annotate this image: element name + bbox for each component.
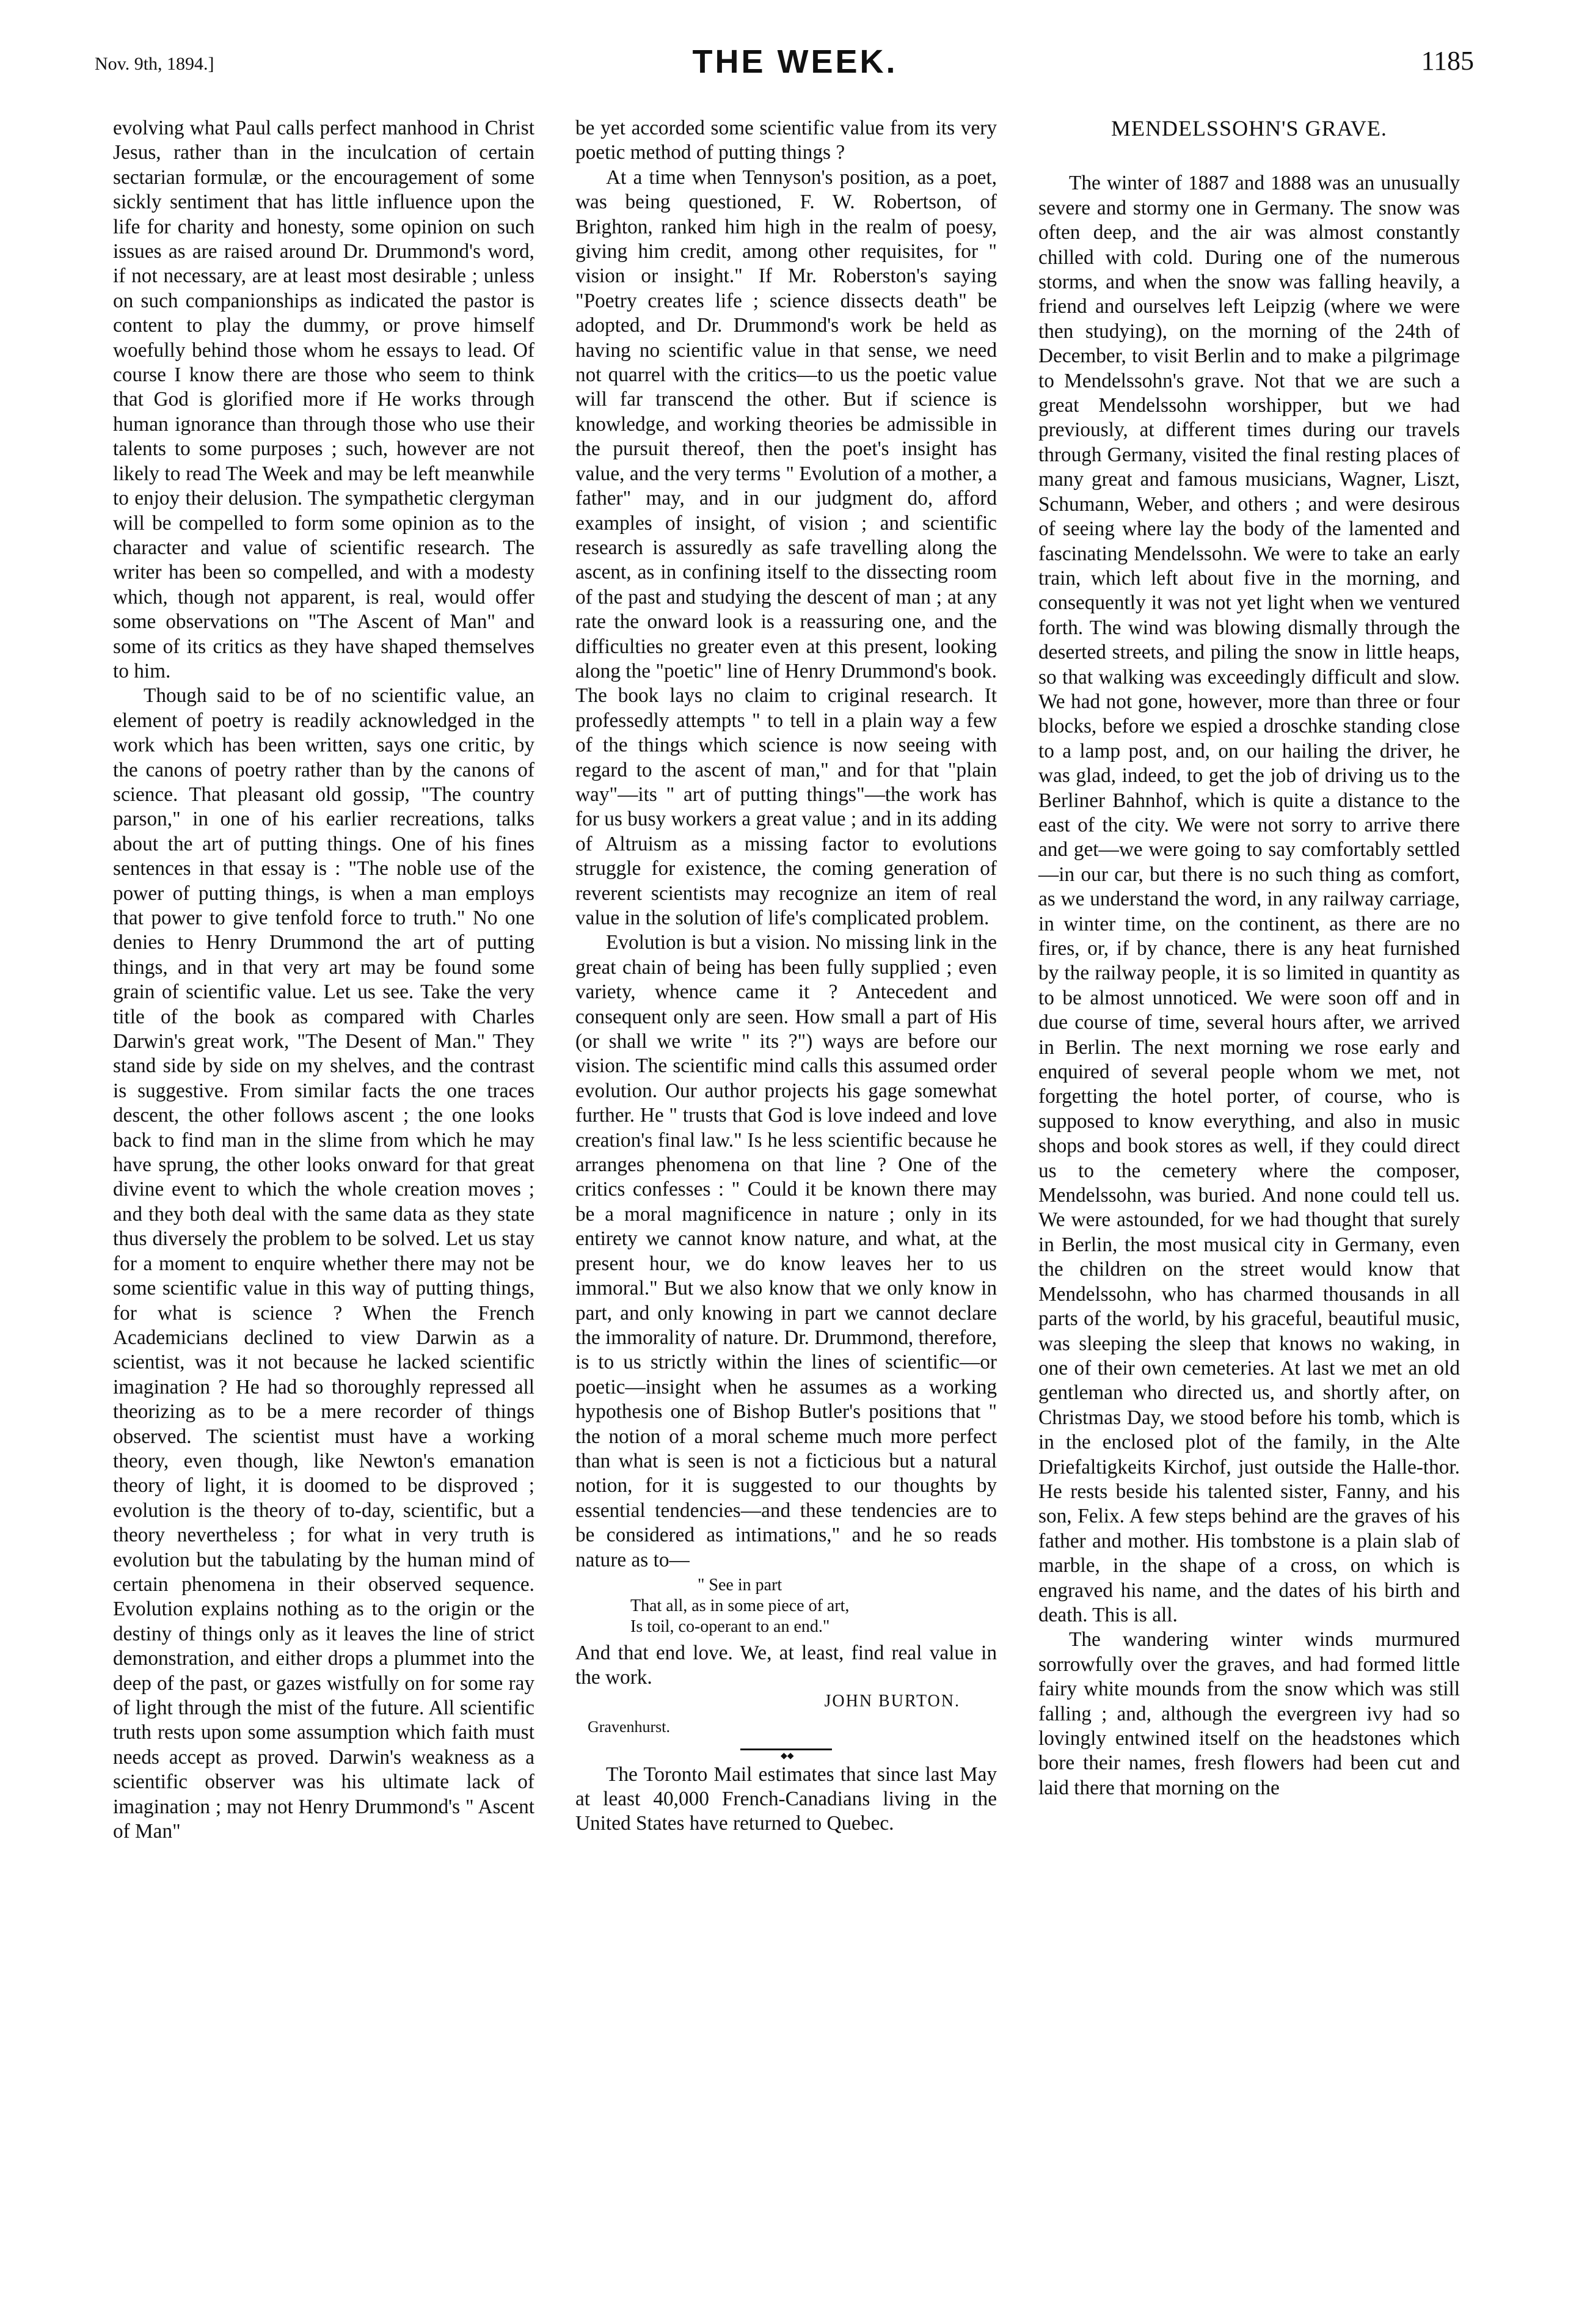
column-2 xyxy=(575,116,997,1836)
article-heading: MENDELSSOHN'S GRAVE. xyxy=(1111,116,1387,141)
page-header xyxy=(0,43,1590,86)
author-location: Gravenhurst. xyxy=(588,1718,671,1736)
page-number: 1185 xyxy=(1421,46,1474,76)
masthead-title: THE WEEK. xyxy=(692,43,898,80)
paragraph: The wandering winter winds murmured sorrowfully over the graves, and had formed little fairy white mounds from the snow which was still falling ; and, although the evergreen ivy had so lovingly entwined itself on the headstones which bore their names, fresh flowers had been cut and laid there that morning on the xyxy=(1038,1628,1460,1799)
paragraph: And that end love. We, at least, find real value in the work. xyxy=(575,1641,997,1689)
paragraph: At a time when Tennyson's position, as a poet, was being questioned, F. W. Robertson, of Brighton, ranked him high in the realm of poesy, giving him credit, among other requisites, for " vision or insight." If Mr. Roberston's saying "Poetry creates life ; science dissects death" be adopted, and Dr. Drummond's work be held as having no scientific value in that sense, we need not quarrel with the critics—to us the poetic value will far transcend the other. But if science is knowledge, and working theories be admissible in the pursuit thereof, then the poet's insight has value, and the very terms " Evolution of a mother, a father" may, and in our judgment do, afford examples of insight, of vision ; and scientific research is assuredly as safe travelling along the ascent, as in confining itself to the dissecting room of the past and studying the descent of man ; at any rate the onward look is a reassuring one, and the difficulties no greater even at this present, looking along the "poetic" line of Henry Drummond's book. The book lays no claim to criginal research. It professedly attempts " to tell in a plain way a few of the things which science is now seeing with regard to the ascent of man," and for that "plain way"—its " art of putting things"—the work has for us busy workers a great value ; and in its adding of Altruism as a missing factor to evolutions struggle for existence, the coming generation of reverent scientists may recognize an item of real value in the solution of life's complicated problem. xyxy=(575,166,997,929)
paragraph: Evolution is but a vision. No missing link in the great chain of being has been fully supplied ; even variety, whence came it ? Antecedent and consequent only are seen. How small a part of His (or shall we write " its ?") ways are before our vision. The scientific mind calls this assumed order evolution. Our author projects his gage somewhat further. He " trusts that God is love indeed and love creation's final law." Is he less scientific because he arranges phenomena on that line ? One of the critics confesses : " Could it be known there may be a moral magnificence in nature ; only in its entirety we cannot know nature, and what, at the present hour, we do know leaves her to us immoral." But we also know that we only know in part, and only knowing in part we cannot declare the immorality of nature. Dr. Drummond, therefore, is to us strictly within the lines of scientific—or poetic—insight when he assumes as a working hypothesis one of Bishop Butler's positions that " the notion of a moral scheme much more perfect than what is seen is not a ficticious but a natural notion, for it is suggested to our thoughts by essential tendencies—and these tendencies are to be considered as intimations," and he so reads nature as to— xyxy=(575,931,997,1571)
paragraph: be yet accorded some scientific value from its very poetic method of putting things ? xyxy=(575,117,997,164)
paragraph: The winter of 1887 and 1888 was an unusually severe and stormy one in Germany. The snow was often deep, and the air was almost constantly chilled with cold. During one of the numerous storms, and when the snow was falling heavily, a friend and ourselves left Leipzig (where we were then studying), on the morning of the 24th of December, to visit Berlin and to make a pilgrimage to Mendelssohn's grave. Not that we are such a great Mendelssohn worshipper, but we had previously, at different times during our travels through Germany, visited the final resting places of many great and famous musicians, Wagner, Liszt, Schumann, Weber, and others ; and were desirous of seeing where lay the body of the lamented and fascinating Mendelssohn. We were to take an early train, which left about five in the morning, and consequently it was not yet light when we ventured forth. The wind was blowing dismally through the deserted streets, and piling the snow in little heaps, so that walking was exceedingly difficult and slow. We had not gone, however, more than three or four blocks, before we espied a droschke standing close to a lamp post, and, on our hailing the driver, he was glad, indeed, to get the job of driving us to the Berliner Bahnhof, which is quite a distance to the east of the city. We were not sorry to arrive there and get—we were going to say comfortably settled—in our car, but there is no such thing as comfort, as we understand the word, in any railway carriage, in winter time, on the continent, as there are no fires, or, if by chance, there is any heat furnished by the railway people, it is so limited in quantity as to be almost unnoticed. We were soon off and in due course of time, several hours after, we arrived in Berlin. The next morning we rose early and enquired of several people whom we met, not forgetting the hotel porter, of course, who is supposed to know everything, and also in music shops and book stores as well, if they could direct us to the cemetery where the composer, Mendelssohn, was buried. And none could tell us. We were astounded, for we had thought that surely in Berlin, the most musical city in Germany, even the children on the street would know that Mendelssohn, who has charmed thousands in all parts of the world, by his graceful, beautiful music, was sleeping the sleep that knows no waking, in one of their own cemeteries. At last we met an old gentleman who directed us, and shortly after, on Christmas Day, we stood before his tomb, which is in the enclosed plot of the family, in the Alte Driefaltigkeits Kirchof, just outside the Halle-thor. He rests beside his talented sister, Fanny, and his son, Felix. A few steps behind are the graves of his father and mother. His tombstone is a plain slab of marble, in the shape of a cross, on which is engraved his name, and the dates of his birth and death. This is all. xyxy=(1038,172,1460,1626)
verse-line: That all, as in some piece of art, xyxy=(630,1596,850,1615)
paragraph: Though said to be of no scientific value, an element of poetry is readily acknowledged in the work which has been written, says one critic, by the canons of poetry rather than by the canons of science. That pleasant old gossip, "The country parson," in one of his earlier recreations, talks about the art of putting things. One of his fines sentences in that essay is : "The noble use of the power of putting things, is when a man employs that power to give tenfold force to truth." No one denies to Henry Drummond the art of putting things, and in that very art may be found some grain of scientific value. Let us see. Take the very title of the book as compared with Charles Darwin's great work, "The Desent of Man." They stand side by side on my shelves, and the contrast is suggestive. From similar facts the one traces descent, the other follows ascent ; the one looks back to find man in the slime from which he may have sprung, the other looks onward for that great divine event to which the whole creation moves ; and they both deal with the same data as they state thus diversely the problem to be solved. Let us stay for a moment to enquire whether there may not be some scientific value in this way of putting things, for what is science ? When the French Academicians declined to view Darwin as a scientist, was it not because he lacked scientific imagination ? He had so thoroughly repressed all theorizing as to be a mere recorder of things observed. The scientist must have a working theory, even though, like Newton's emanation theory of light, it is doomed to be disproved ; evolution is the theory of to-day, scientific, but a theory nevertheless ; for what in very truth is evolution but the tabulating by the human mind of certain phenomena in their observed sequence. Evolution explains nothing as to the origin or the destiny of things only as it leaves the line of strict demonstration, and either drops a plummet into the deep of the past, or gazes wistfully on for some ray of light through the mist of the future. All scientific truth rests upon some assumption which faith must needs accept as proved. Darwin's weakness as a scientific observer was his ultimate lack of imagination ; may not Henry Drummond's " Ascent of Man" xyxy=(113,684,534,1843)
paragraph: evolving what Paul calls perfect manhood in Christ Jesus, rather than in the inculcation of certain sectarian formulæ, or the encouragement of some sickly sentiment that has little influence upon the life for charity and honesty, some opinion on such issues as are raised around Dr. Drummond's word, if not necessary, are at least most desirable ; unless on such companionships as indicated the pastor is content to play the dummy, or prove himself woefully behind those whom he essays to lead. Of course I know there are those who seem to think that God is glorified more if He works through human ignorance than through those who use their talents to some purposes ; such, however are not likely to read The Week and may be left meanwhile to enjoy their delusion. The sympathetic clergyman will be compelled to form some opinion as to the character and value of scientific research. The writer has been so compelled, and with a modesty which, though not apparent, is real, would offer some observations on "The Ascent of Man" and some of its critics as they have shaped themselves to him. xyxy=(113,117,534,682)
issue-date: Nov. 9th, 1894.] xyxy=(95,54,214,74)
verse-line: Is toil, co-operant to an end." xyxy=(630,1617,830,1636)
column-3 xyxy=(1038,116,1460,1800)
section-divider: ◆◆ xyxy=(740,1748,832,1750)
paragraph: The Toronto Mail estimates that since last May at least 40,000 French-Canadians living in the United States have returned to Quebec. xyxy=(575,1763,997,1835)
column-1 xyxy=(113,116,534,1844)
verse-line: " See in part xyxy=(698,1575,782,1595)
poem-quote xyxy=(575,1575,997,1637)
author-signature: JOHN BURTON. xyxy=(824,1691,960,1711)
